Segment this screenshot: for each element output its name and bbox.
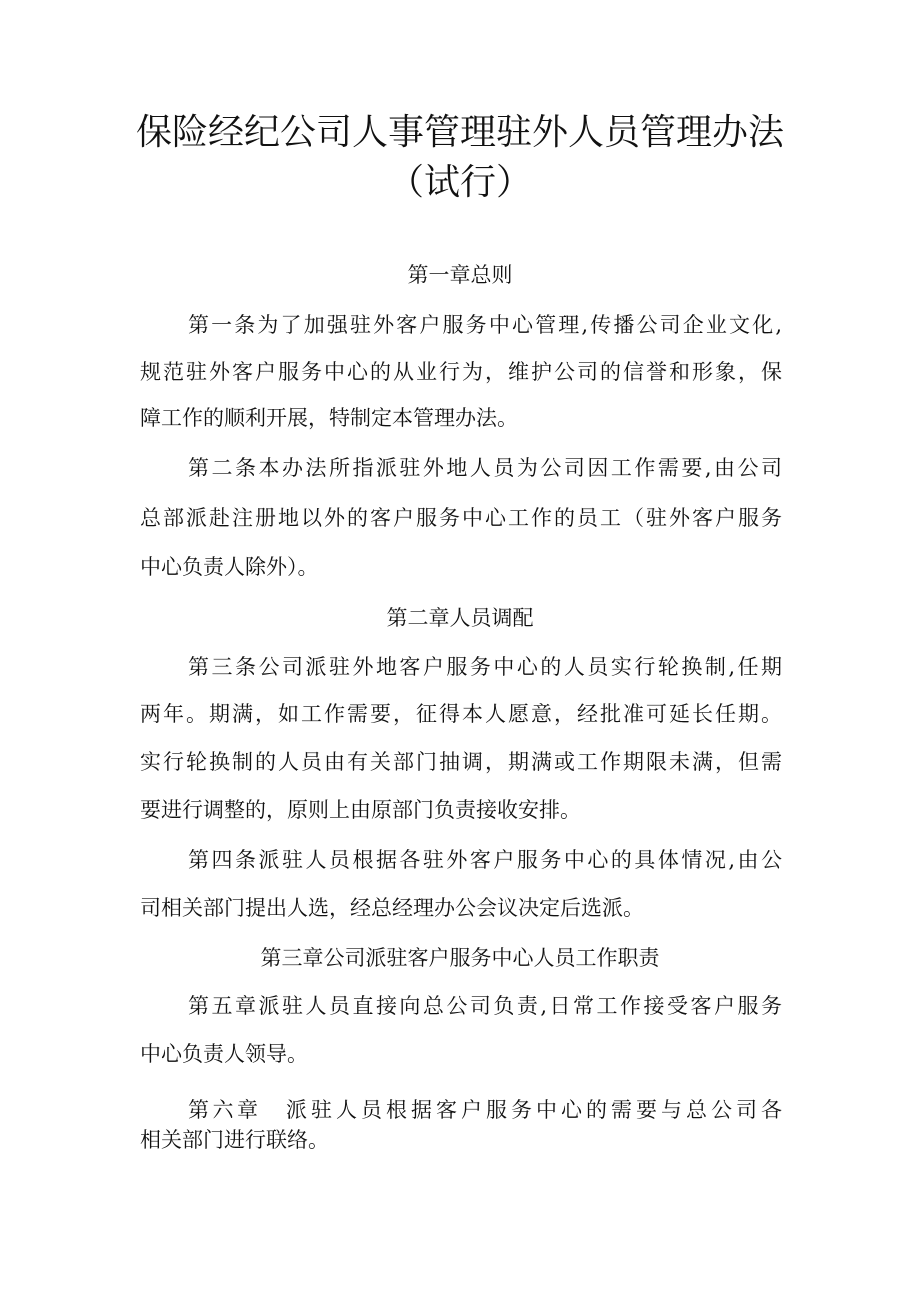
article-5-line: 中心负责人领导。 [140,1042,308,1066]
article-6-text: 派驻人员根据客户服务中心的需要与总公司各 [286,1098,782,1122]
article-3-line: 实行轮换制的人员由有关部门抽调，期满或工作期限未满，但需 [140,750,782,774]
article-4-line: 第四条派驻人员根据各驻外客户服务中心的具体情况,由公 [188,848,782,872]
article-4-line: 司相关部门提出人选，经总经理办公会议决定后选派。 [140,896,644,920]
article-1-line: 第一条为了加强驻外客户服务中心管理,传播公司企业文化, [188,313,782,337]
article-1-line: 规范驻外客户服务中心的从业行为，维护公司的信誉和形象，保 [140,360,782,384]
article-3-line: 两年。期满，如工作需要，征得本人愿意，经批准可延长任期。 [140,702,782,726]
document-title: 保险经纪公司人事管理驻外人员管理办法 [135,112,784,153]
article-3-line: 要进行调整的，原则上由原部门负责接收安排。 [140,798,581,822]
article-3-line: 第三条公司派驻外地客户服务中心的人员实行轮换制,任期 [188,655,782,679]
chapter-2-heading: 第二章人员调配 [386,606,534,630]
chapter-1-heading: 第一章总则 [407,263,513,287]
article-2-line: 第二条本办法所指派驻外地人员为公司因工作需要,由公司 [188,456,782,480]
article-2-line: 总部派赴注册地以外的客户服务中心工作的员工（驻外客户服务 [140,506,782,530]
article-5-line: 第五章派驻人员直接向总公司负责,日常工作接受客户服务 [188,994,782,1018]
article-6-label: 第六章 [188,1098,258,1122]
article-1-line: 障工作的顺利开展，特制定本管理办法。 [140,406,518,430]
article-6-line [188,1095,782,1125]
article-6-line: 相关部门进行联络。 [140,1128,329,1152]
article-2-line: 中心负责人除外）。 [140,555,319,579]
document-subtitle: （试行） [387,162,532,203]
chapter-3-heading: 第三章公司派驻客户服务中心人员工作职责 [260,946,660,970]
